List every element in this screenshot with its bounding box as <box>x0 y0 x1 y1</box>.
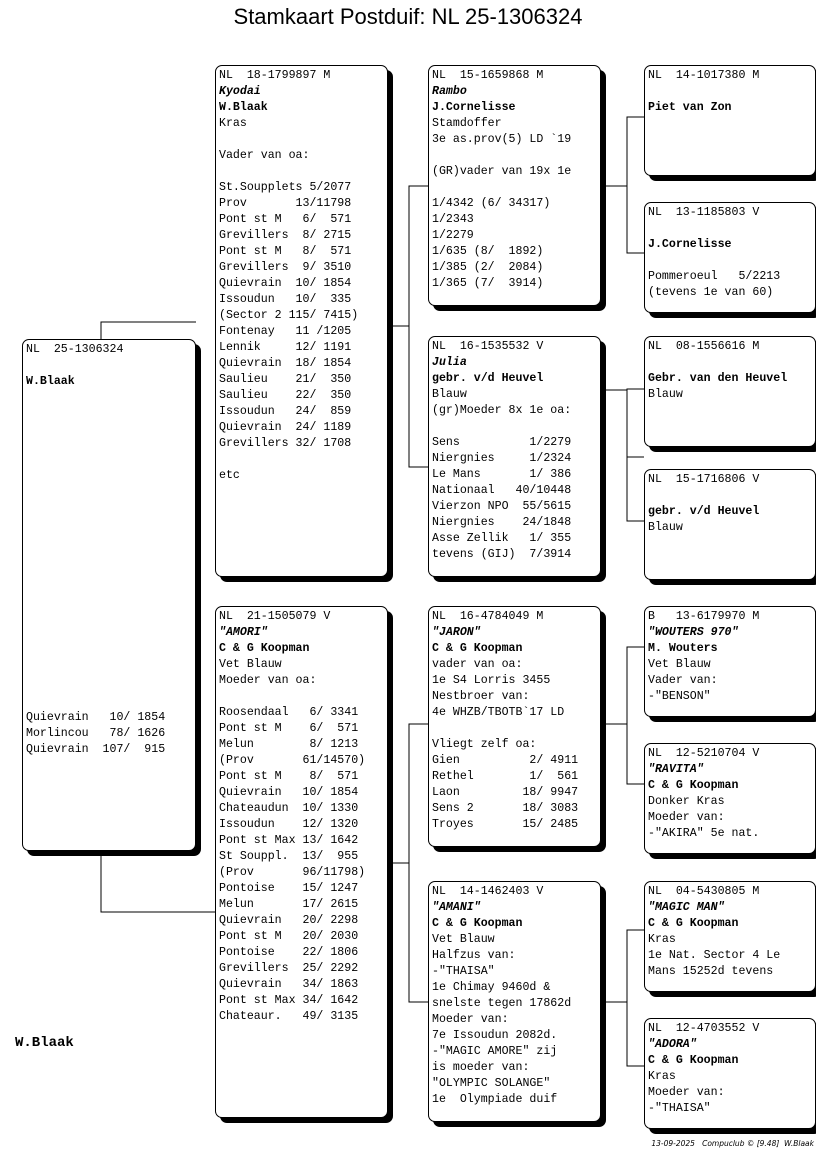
card-line: "ADORA" <box>648 1038 697 1051</box>
card-line: Vierzon NPO 55/5615 <box>432 500 572 513</box>
card-line: Grevillers 25/ 2292 <box>219 962 359 975</box>
card-line <box>26 550 195 566</box>
card-line <box>26 406 195 422</box>
card-line: "OLYMPIC SOLANGE" <box>432 1077 551 1090</box>
pigeon-card-ds-sire <box>644 606 816 717</box>
card-line: C & G Koopman <box>648 779 739 792</box>
card-line <box>26 390 195 406</box>
card-line <box>26 598 195 614</box>
card-line: "MAGIC MAN" <box>648 901 725 914</box>
pigeon-card-dd-dam <box>644 1018 816 1129</box>
card-line: (Prov 61/14570) <box>219 754 366 767</box>
card-line: Blauw <box>432 388 467 401</box>
card-line: J.Cornelisse <box>432 101 516 114</box>
card-line <box>26 646 195 662</box>
card-line <box>26 518 195 534</box>
card-line <box>432 721 600 737</box>
card-line: "JARON" <box>432 626 481 639</box>
card-line: Melun 8/ 1213 <box>219 738 359 751</box>
card-line: 1e S4 Lorris 3455 <box>432 674 551 687</box>
card-line: Niergnies 1/2324 <box>432 452 572 465</box>
card-line: Pont st M 8/ 571 <box>219 770 359 783</box>
footer-credits: 13-09-2025 Compuclub © [9.48] W.Blaak <box>651 1139 814 1148</box>
card-line: Grevillers 9/ 3510 <box>219 261 352 274</box>
card-line <box>26 566 195 582</box>
card-line <box>219 132 387 148</box>
card-line: NL 18-1799897 M <box>219 69 331 82</box>
card-line: Kyodai <box>219 85 261 98</box>
card-line: Pontoise 22/ 1806 <box>219 946 359 959</box>
card-line: M. Wouters <box>648 642 718 655</box>
card-line: Issoudun 12/ 1320 <box>219 818 359 831</box>
pigeon-card-ds-dam <box>644 743 816 854</box>
pigeon-card-sire <box>215 65 388 577</box>
card-line: Halfzus van: <box>432 949 516 962</box>
card-line: C & G Koopman <box>432 917 523 930</box>
card-line: Quievrain 10/ 1854 <box>219 786 359 799</box>
card-line: J.Cornelisse <box>648 238 732 251</box>
card-line: Saulieu 21/ 350 <box>219 373 352 386</box>
card-line <box>432 148 600 164</box>
card-line <box>26 582 195 598</box>
card-line: 1/4342 (6/ 34317) <box>432 197 551 210</box>
card-line: Prov 13/11798 <box>219 197 352 210</box>
card-line <box>432 419 600 435</box>
card-line: C & G Koopman <box>219 642 310 655</box>
card-line: NL 08-1556616 M <box>648 340 760 353</box>
card-line: Vader van: <box>648 674 718 687</box>
card-line <box>26 422 195 438</box>
card-line: Pommeroeul 5/2213 <box>648 270 781 283</box>
card-line: Quievrain 107/ 915 <box>26 743 166 756</box>
card-line <box>648 355 815 371</box>
card-line: snelste tegen 17862d <box>432 997 572 1010</box>
card-line: 1/2279 <box>432 229 474 242</box>
card-line: -"AKIRA" 5e nat. <box>648 827 760 840</box>
card-line: 1/365 (7/ 3914) <box>432 277 544 290</box>
card-line: C & G Koopman <box>648 917 739 930</box>
pigeon-card-dam-dam <box>428 881 601 1122</box>
card-line <box>648 253 815 269</box>
card-line: Pont st M 6/ 571 <box>219 722 359 735</box>
connector-ds-parents <box>601 647 644 724</box>
card-line: Moeder van: <box>648 811 725 824</box>
card-line: NL 13-1185803 V <box>648 206 760 219</box>
card-line <box>26 486 195 502</box>
card-line: 4e WHZB/TBOTB`17 LD <box>432 706 565 719</box>
card-line: C & G Koopman <box>648 1054 739 1067</box>
card-line: NL 14-1017380 M <box>648 69 760 82</box>
card-line: Pont st Max 13/ 1642 <box>219 834 359 847</box>
card-line: -"BENSON" <box>648 690 711 703</box>
card-line: Quievrain 24/ 1189 <box>219 421 352 434</box>
card-line: Issoudun 10/ 335 <box>219 293 352 306</box>
card-line: Sens 1/2279 <box>432 436 572 449</box>
card-line: Grevillers 32/ 1708 <box>219 437 352 450</box>
card-line: 1/385 (2/ 2084) <box>432 261 544 274</box>
card-line: "WOUTERS 970" <box>648 626 739 639</box>
card-line: -"THAISA" <box>648 1102 711 1115</box>
card-line <box>26 502 195 518</box>
card-line: 1e Nat. Sector 4 Le <box>648 949 781 962</box>
card-line: Quievrain 18/ 1854 <box>219 357 352 370</box>
card-line: Moeder van oa: <box>219 674 317 687</box>
card-line: Quievrain 34/ 1863 <box>219 978 359 991</box>
card-line: Rethel 1/ 561 <box>432 770 579 783</box>
card-line: Saulieu 22/ 350 <box>219 389 352 402</box>
pigeon-card-dam <box>215 606 388 1118</box>
pigeon-card-sd-dam <box>644 469 816 580</box>
card-line: 1/2343 <box>432 213 474 226</box>
card-line: is moeder van: <box>432 1061 530 1074</box>
card-line: Vet Blauw <box>219 658 282 671</box>
card-line: NL 14-1462403 V <box>432 885 544 898</box>
connector-sire-parents <box>388 186 428 326</box>
connector-dam-parents <box>388 724 428 863</box>
card-line: NL 25-1306324 <box>26 343 124 356</box>
card-line: 1e Olympiade duif <box>432 1093 558 1106</box>
card-line: "AMANI" <box>432 901 481 914</box>
pigeon-card-dam-sire <box>428 606 601 847</box>
card-line: (tevens 1e van 60) <box>648 286 774 299</box>
card-line: Le Mans 1/ 386 <box>432 468 572 481</box>
card-line: 1/635 (8/ 1892) <box>432 245 544 258</box>
card-line <box>648 488 815 504</box>
card-line: (Prov 96/11798) <box>219 866 366 879</box>
card-line: Kras <box>648 1070 676 1083</box>
card-line: Vet Blauw <box>648 658 711 671</box>
card-line: "RAVITA" <box>648 763 704 776</box>
card-line: Asse Zellik 1/ 355 <box>432 532 572 545</box>
card-line: Vliegt zelf oa: <box>432 738 537 751</box>
card-line: Quievrain 10/ 1854 <box>219 277 352 290</box>
card-line <box>26 358 195 374</box>
card-line: Pont st Max 34/ 1642 <box>219 994 359 1007</box>
card-line: C & G Koopman <box>432 642 523 655</box>
connector-dd-parents <box>601 930 644 1002</box>
card-line: Fontenay 11 /1205 <box>219 325 352 338</box>
card-line: W.Blaak <box>219 101 268 114</box>
card-line <box>26 630 195 646</box>
card-line: B 13-6179970 M <box>648 610 760 623</box>
card-line: Vader van oa: <box>219 149 310 162</box>
card-line: Blauw <box>648 521 683 534</box>
card-line: "AMORI" <box>219 626 268 639</box>
card-line: -"MAGIC AMORE" zij <box>432 1045 558 1058</box>
card-line: (gr)Moeder 8x 1e oa: <box>432 404 572 417</box>
connector-ss-parents <box>601 117 644 186</box>
card-line <box>432 180 600 196</box>
card-line <box>219 164 387 180</box>
card-line: Donker Kras <box>648 795 725 808</box>
pigeon-card-ss-sire <box>644 65 816 176</box>
card-line: Pont st M 20/ 2030 <box>219 930 359 943</box>
card-line: (GR)vader van 19x 1e <box>432 165 572 178</box>
card-line: Kras <box>219 117 247 130</box>
card-line <box>648 221 815 237</box>
card-line: Roosendaal 6/ 3341 <box>219 706 359 719</box>
card-line: gebr. v/d Heuvel <box>432 372 544 385</box>
card-line: Mans 15252d tevens <box>648 965 774 978</box>
card-line: Moeder van: <box>648 1086 725 1099</box>
card-line: NL 16-1535532 V <box>432 340 544 353</box>
card-line: NL 12-5210704 V <box>648 747 760 760</box>
card-line <box>26 662 195 678</box>
card-line: Rambo <box>432 85 467 98</box>
card-line: Nestbroer van: <box>432 690 530 703</box>
card-line: NL 12-4703552 V <box>648 1022 760 1035</box>
card-line: Quievrain 20/ 2298 <box>219 914 359 927</box>
card-line <box>648 84 815 100</box>
pigeon-card-sire-dam <box>428 336 601 577</box>
card-line <box>219 689 387 705</box>
card-line: NL 21-1505079 V <box>219 610 331 623</box>
card-line <box>26 678 195 694</box>
card-line: vader van oa: <box>432 658 523 671</box>
card-line: Laon 18/ 9947 <box>432 786 579 799</box>
card-line: (Sector 2 115/ 7415) <box>219 309 359 322</box>
card-line: Kras <box>648 933 676 946</box>
card-line: NL 15-1716806 V <box>648 473 760 486</box>
pigeon-card-subject <box>22 339 196 851</box>
pigeon-card-sire-sire <box>428 65 601 306</box>
card-line: etc <box>219 469 240 482</box>
card-line: 7e Issoudun 2082d. <box>432 1029 558 1042</box>
card-line <box>26 534 195 550</box>
card-line: Julia <box>432 356 467 369</box>
card-line: NL 15-1659868 M <box>432 69 544 82</box>
pigeon-card-dd-sire <box>644 881 816 992</box>
card-line: St Souppl. 13/ 955 <box>219 850 359 863</box>
card-line: -"THAISA" <box>432 965 495 978</box>
card-line: Stamdoffer <box>432 117 502 130</box>
card-line <box>26 470 195 486</box>
card-line <box>26 694 195 710</box>
owner-name: W.Blaak <box>15 1035 74 1051</box>
card-line: Troyes 15/ 2485 <box>432 818 579 831</box>
card-line: Chateaur. 49/ 3135 <box>219 1010 359 1023</box>
card-line: Pontoise 15/ 1247 <box>219 882 359 895</box>
card-line: Chateaudun 10/ 1330 <box>219 802 359 815</box>
pigeon-card-ss-dam <box>644 202 816 313</box>
card-line: gebr. v/d Heuvel <box>648 505 760 518</box>
card-line: Quievrain 10/ 1854 <box>26 711 166 724</box>
card-line: St.Soupplets 5/2077 <box>219 181 352 194</box>
card-line: Moeder van: <box>432 1013 509 1026</box>
card-line: Melun 17/ 2615 <box>219 898 359 911</box>
card-line: Piet van Zon <box>648 101 732 114</box>
card-line <box>26 614 195 630</box>
card-line: 3e as.prov(5) LD `19 <box>432 133 572 146</box>
card-line: Vet Blauw <box>432 933 495 946</box>
card-line: Pont st M 8/ 571 <box>219 245 352 258</box>
card-line: 1e Chimay 9460d & <box>432 981 551 994</box>
page-title: Stamkaart Postduif: NL 25-1306324 <box>233 4 583 29</box>
card-line: Nationaal 40/10448 <box>432 484 572 497</box>
card-line: tevens (GIJ) 7/3914 <box>432 548 572 561</box>
card-line: Issoudun 24/ 859 <box>219 405 352 418</box>
card-line: NL 04-5430805 M <box>648 885 760 898</box>
card-line: Pont st M 6/ 571 <box>219 213 352 226</box>
card-line <box>26 454 195 470</box>
card-line: Blauw <box>648 388 683 401</box>
card-line: Niergnies 24/1848 <box>432 516 572 529</box>
card-line: Grevillers 8/ 2715 <box>219 229 352 242</box>
pigeon-card-sd-sire <box>644 336 816 447</box>
card-line: Gebr. van den Heuvel <box>648 372 788 385</box>
card-line: W.Blaak <box>26 375 75 388</box>
card-line: Sens 2 18/ 3083 <box>432 802 579 815</box>
card-line: Morlincou 78/ 1626 <box>26 727 166 740</box>
card-line: Gien 2/ 4911 <box>432 754 579 767</box>
card-line <box>26 438 195 454</box>
card-line: NL 16-4784049 M <box>432 610 544 623</box>
connector-sd-parents <box>601 389 644 390</box>
card-line <box>219 452 387 468</box>
card-line: Lennik 12/ 1191 <box>219 341 352 354</box>
